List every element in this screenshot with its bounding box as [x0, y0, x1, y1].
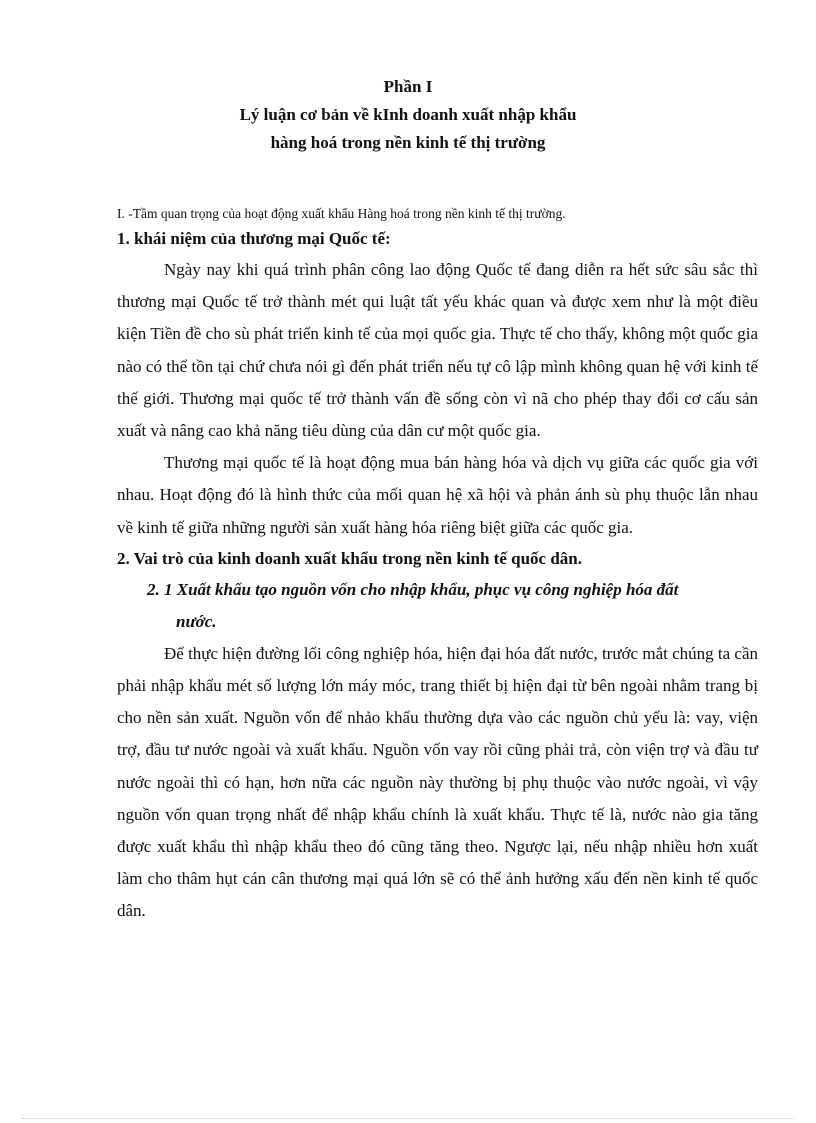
page-bottom-divider	[22, 1118, 794, 1119]
main-title-line-1: Lý luận cơ bản về kInh doanh xuất nhập khẩu	[239, 105, 577, 124]
title-block	[0, 74, 816, 158]
paragraph-2: Thương mại quốc tế là hoạt động mua bán hàng hóa và dịch vụ giữa các quốc gia với nhau. Hoạt động đó là hình thức của mối quan hệ xã hội và phản ánh sù phụ thuộc lẫn nhau về kinh tế giữa những người sản xuất hàng hóa riêng biệt giữa các quốc gia.	[117, 453, 758, 537]
section-caption: I. -Tầm quan trọng của hoạt động xuất khẩu Hàng hoá trong nền kinh tế thị trường.	[117, 206, 566, 221]
main-title-line-2: hàng hoá trong nền kinh tế thị trường	[270, 133, 546, 152]
heading-2: 2. Vai trò của kinh doanh xuất khẩu trong nền kinh tế quốc dân.	[117, 548, 582, 568]
subheading-2-1	[117, 574, 758, 638]
part-title: Phần I	[383, 77, 433, 96]
paragraph-3: Để thực hiện đường lối công nghiệp hóa, hiện đại hóa đất nước, trước mắt chúng ta cần phải nhập khẩu mét số lượng lớn máy móc, trang thiết bị hiện đại từ bên ngoài nhằm trang bị cho nền sản xuất. Nguồn vốn để nhảo khẩu thường dựa vào các nguồn chủ yếu là: vay, viện trợ, đầu tư nước ngoài và xuất khẩu. Nguồn vốn vay rồi cũng phải trả, còn viện trợ và đầu tư nước ngoài thì có hạn, hơn nữa các nguồn này thường bị phụ thuộc vào nước ngoài, vì vậy nguồn vốn quan trọng nhất để nhập khẩu chính là xuất khẩu. Thực tế là, nước nào gia tăng được xuất khẩu thì nhập khẩu theo đó cũng tăng theo. Ngược lại, nếu nhập nhiều hơn xuất làm cho thâm hụt cán cân thương mại quá lớn sẽ có thể ảnh hưởng xấu đến nền kinh tế quốc dân.	[117, 643, 758, 921]
subheading-2-1-line-2: nước.	[176, 611, 217, 631]
document-body	[117, 205, 758, 928]
subheading-2-1-line-1: 2. 1 Xuất khẩu tạo nguồn vốn cho nhập khẩu, phục vụ công nghiệp hóa đất	[147, 579, 679, 599]
paragraph-1: Ngày nay khi quá trình phân công lao động Quốc tế đang diễn ra hết sức sâu sắc thì thương mại Quốc tế trở thành mét qui luật tất yếu khác quan và được xem như là một điều kiện Tiền đề cho sù phát triển kinh tế của mọi quốc gia. Thực tế cho thấy, không một quốc gia nào có thể tồn tại chứ chưa nói gì đến phát triển nếu tự cô lập mình không quan hệ với kinh tế thế giới. Thương mại quốc tế trở thành vấn đề sống còn vì nã cho phép thay đổi cơ cấu sản xuất và nâng cao khả năng tiêu dùng của dân cư một quốc gia.	[117, 260, 758, 441]
heading-1: 1. khái niệm của thương mại Quốc tế:	[117, 229, 391, 248]
